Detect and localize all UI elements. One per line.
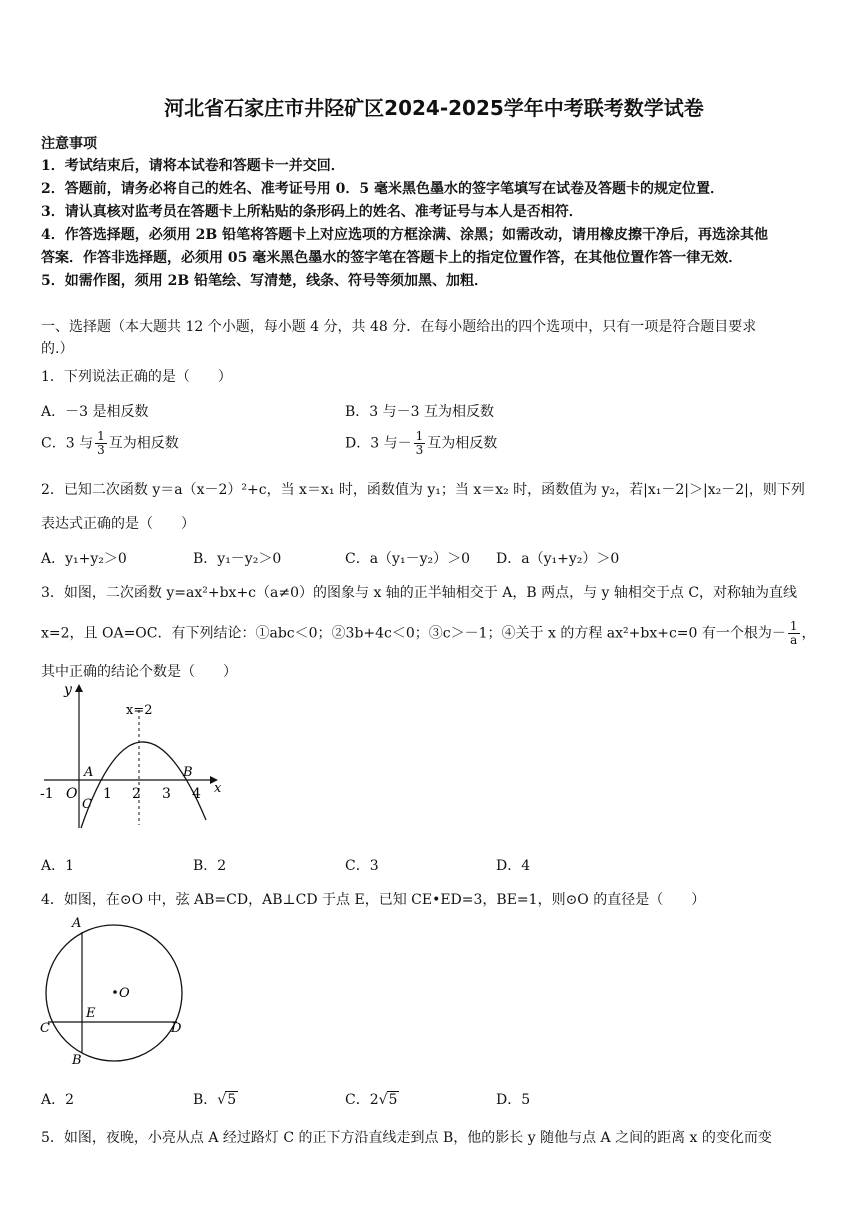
q4-option-c: C．2√5 bbox=[345, 1092, 398, 1108]
q3-stem: 3．如图，二次函数 y=ax²+bx+c（a≠0）的图象与 x 轴的正半轴相交于 A，B 两点，与 y 轴相交于点 C，对称轴为直线 bbox=[41, 585, 798, 601]
sqrt-sign: √ bbox=[378, 1092, 388, 1108]
q4-stem: 4．如图，在⊙O 中，弦 AB=CD，AB⊥CD 于点 E，已知 CE•ED=3，BE=1，则⊙O 的直径是（ ） bbox=[41, 892, 706, 908]
circle-figure bbox=[36, 910, 191, 1070]
q2-option-a: A．y₁+y₂＞0 bbox=[41, 551, 127, 567]
tick-label: -1 bbox=[40, 786, 54, 802]
q3-option-c: C．3 bbox=[345, 858, 379, 874]
notice-item: 3．请认真核对监考员在答题卡上所粘贴的条形码上的姓名、准考证号与本人是否相符． bbox=[41, 204, 583, 220]
point-label-b: B bbox=[183, 765, 193, 780]
notice-item: 5．如需作图，须用 2B 铅笔绘、写清楚，线条、符号等须加黑、加粗． bbox=[41, 273, 489, 289]
notice-item: 答案．作答非选择题，必须用 05 毫米黑色墨水的签字笔在答题卡上的指定位置作答，在其他位置作答一律无效． bbox=[41, 250, 743, 266]
center-label-o: O bbox=[119, 986, 130, 1001]
q3-stem-end: 其中正确的结论个数是（ ） bbox=[41, 664, 237, 680]
point-label-a: A bbox=[72, 916, 82, 931]
exam-title: 河北省石家庄市井陉矿区2024-2025学年中考联考数学试卷 bbox=[164, 96, 704, 120]
q2-option-d: D．a（y₁+y₂）＞0 bbox=[496, 551, 620, 567]
notice-item: 4．作答选择题，必须用 2B 铅笔将答题卡上对应选项的方框涂满、涂黑；如需改动，请用橡皮擦干净后，再选涂其他 bbox=[41, 227, 769, 243]
q1-option-d: D．3 与－ $\frac{1}{3}$ 互为相反数 bbox=[345, 429, 498, 457]
parabola-figure bbox=[36, 680, 226, 830]
q1-option-c: C．3 与 $\frac{1}{3}$ 互为相反数 bbox=[41, 429, 179, 457]
q4-option-a: A．2 bbox=[41, 1092, 75, 1108]
q1-option-a: A．－3 是相反数 bbox=[41, 404, 149, 420]
section-heading: 一、选择题（本大题共 12 个小题，每小题 4 分，共 48 分．在每小题给出的四个选项中，只有一项是符合题目要求 bbox=[41, 319, 757, 335]
symmetry-label: x=2 bbox=[126, 703, 153, 718]
tick-label: 2 bbox=[132, 786, 141, 802]
axis-label-x: x bbox=[214, 781, 222, 796]
section-heading-cont: 的.） bbox=[41, 341, 74, 357]
tick-label: 1 bbox=[103, 786, 112, 802]
point-label-b: B bbox=[72, 1053, 82, 1068]
q3-option-b: B．2 bbox=[193, 858, 227, 874]
point-label-c: C bbox=[40, 1021, 50, 1036]
notice-heading: 注意事项 bbox=[41, 136, 97, 152]
tick-label: 3 bbox=[162, 786, 171, 802]
point-label-a: A bbox=[84, 765, 94, 780]
sqrt-sign: √ bbox=[217, 1092, 227, 1108]
fraction: $\frac{1}{a}$ bbox=[789, 619, 798, 647]
origin-label: O bbox=[66, 786, 78, 802]
q2-option-b: B．y₁－y₂＞0 bbox=[193, 551, 282, 567]
point-label-e: E bbox=[86, 1006, 96, 1021]
q5-stem: 5．如图，夜晚，小亮从点 A 经过路灯 C 的正下方沿直线走到点 B，他的影长 y 随他与点 A 之间的距离 x 的变化而变 bbox=[41, 1130, 772, 1146]
q2-stem: 2．已知二次函数 y＝a（x－2）²+c，当 x＝x₁ 时，函数值为 y₁；当 x＝x₂ 时，函数值为 y₂，若|x₁－2|＞|x₂－2|，则下列 bbox=[41, 482, 805, 498]
point-label-c: C bbox=[82, 797, 92, 812]
q3-stem-cont: x=2，且 OA=OC．有下列结论：①abc＜0；②3b+4c＜0；③c＞－1；④关于 x 的方程 ax²+bx+c=0 有一个根为－ $\frac{1}{a}$ ， bbox=[41, 619, 816, 647]
notice-item: 2．答题前，请务必将自己的姓名、准考证号用 0．5 毫米黑色墨水的签字笔填写在试卷及答题卡的规定位置． bbox=[41, 181, 724, 197]
q2-stem-cont: 表达式正确的是（ ） bbox=[41, 516, 195, 532]
notice-item: 1．考试结束后，请将本试卷和答题卡一并交回． bbox=[41, 158, 345, 174]
fraction: $\frac{1}{3}$ bbox=[97, 429, 105, 457]
axis-label-y: y bbox=[64, 682, 72, 698]
point-label-d: D bbox=[171, 1021, 182, 1036]
q3-option-d: D．4 bbox=[496, 858, 531, 874]
q1-stem: 1．下列说法正确的是（ ） bbox=[41, 369, 232, 385]
q1-option-b: B．3 与－3 互为相反数 bbox=[345, 404, 495, 420]
q3-option-a: A．1 bbox=[41, 858, 75, 874]
q4-option-b: B．√5 bbox=[193, 1092, 237, 1108]
q4-option-d: D．5 bbox=[496, 1092, 531, 1108]
fraction: $\frac{1}{3}$ bbox=[415, 429, 424, 457]
q2-option-c: C．a（y₁－y₂）＞0 bbox=[345, 551, 471, 567]
tick-label: 4 bbox=[192, 786, 201, 802]
